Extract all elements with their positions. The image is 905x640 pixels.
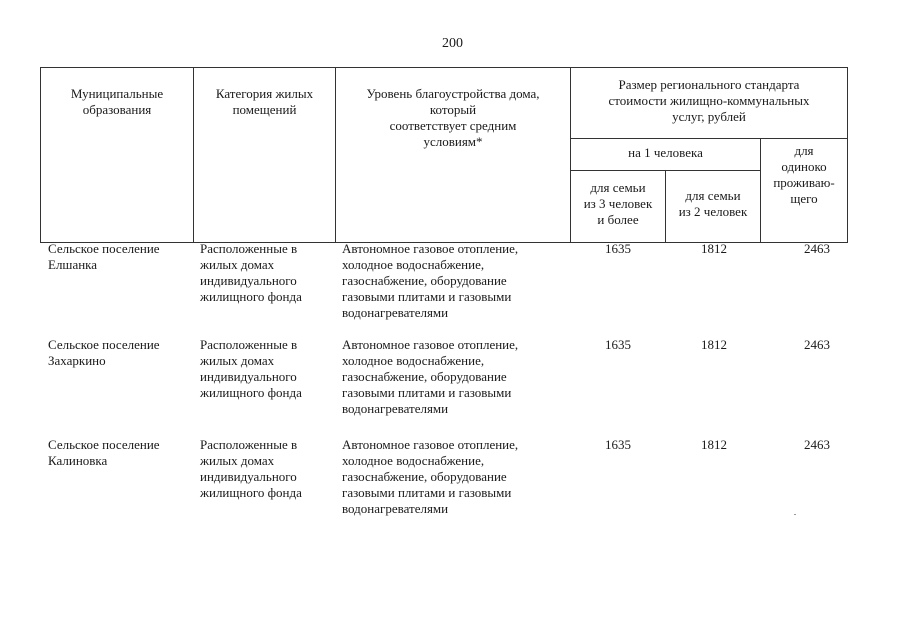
table-row — [48, 241, 878, 337]
cell-single: 2463 — [804, 437, 830, 452]
cell-level: Автономное газовое отопление, холодное водоснабжение, газоснабжение, оборудование газовыми плитами и газовыми водонагревателями — [342, 337, 519, 416]
cell-family3: 1635 — [605, 437, 631, 452]
table-row — [48, 437, 878, 533]
scan-speck — [794, 514, 796, 515]
header-category: Категория жилых помещений — [194, 68, 336, 243]
cell-family3: 1635 — [605, 241, 631, 256]
cell-category: Расположенные в жилых домах индивидуального жилищного фонда — [200, 337, 302, 400]
table-body — [48, 241, 878, 533]
page-number: 200 — [442, 36, 463, 51]
cell-municipality: Сельское поселение Захаркино — [48, 337, 160, 368]
cell-municipality: Сельское поселение Калиновка — [48, 437, 160, 468]
cell-single: 2463 — [804, 337, 830, 352]
cell-level: Автономное газовое отопление, холодное водоснабжение, газоснабжение, оборудование газовыми плитами и газовыми водонагревателями — [342, 437, 519, 516]
header-per-person: на 1 человека — [571, 139, 761, 171]
cell-category: Расположенные в жилых домах индивидуального жилищного фонда — [200, 241, 302, 304]
table-row — [48, 337, 878, 433]
header-family2: для семьи из 2 человек — [666, 171, 761, 243]
cell-family2: 1812 — [701, 241, 727, 256]
cell-level: Автономное газовое отопление, холодное водоснабжение, газоснабжение, оборудование газовыми плитами и газовыми водонагревателями — [342, 241, 519, 320]
header-standard: Размер регионального стандарта стоимости жилищно-коммунальных услуг, рублей — [571, 68, 848, 139]
cell-family2: 1812 — [701, 437, 727, 452]
cell-category: Расположенные в жилых домах индивидуального жилищного фонда — [200, 437, 302, 500]
header-level: Уровень благоустройства дома, который соответствует средним условиям* — [336, 68, 571, 243]
header-single: для одиноко проживаю- щего — [761, 139, 848, 243]
cell-family3: 1635 — [605, 337, 631, 352]
table-header — [40, 67, 848, 243]
header-family3: для семьи из 3 человек и более — [571, 171, 666, 243]
cell-single: 2463 — [804, 241, 830, 256]
cell-municipality: Сельское поселение Елшанка — [48, 241, 160, 272]
cell-family2: 1812 — [701, 337, 727, 352]
header-municipal: Муниципальные образования — [41, 68, 194, 243]
